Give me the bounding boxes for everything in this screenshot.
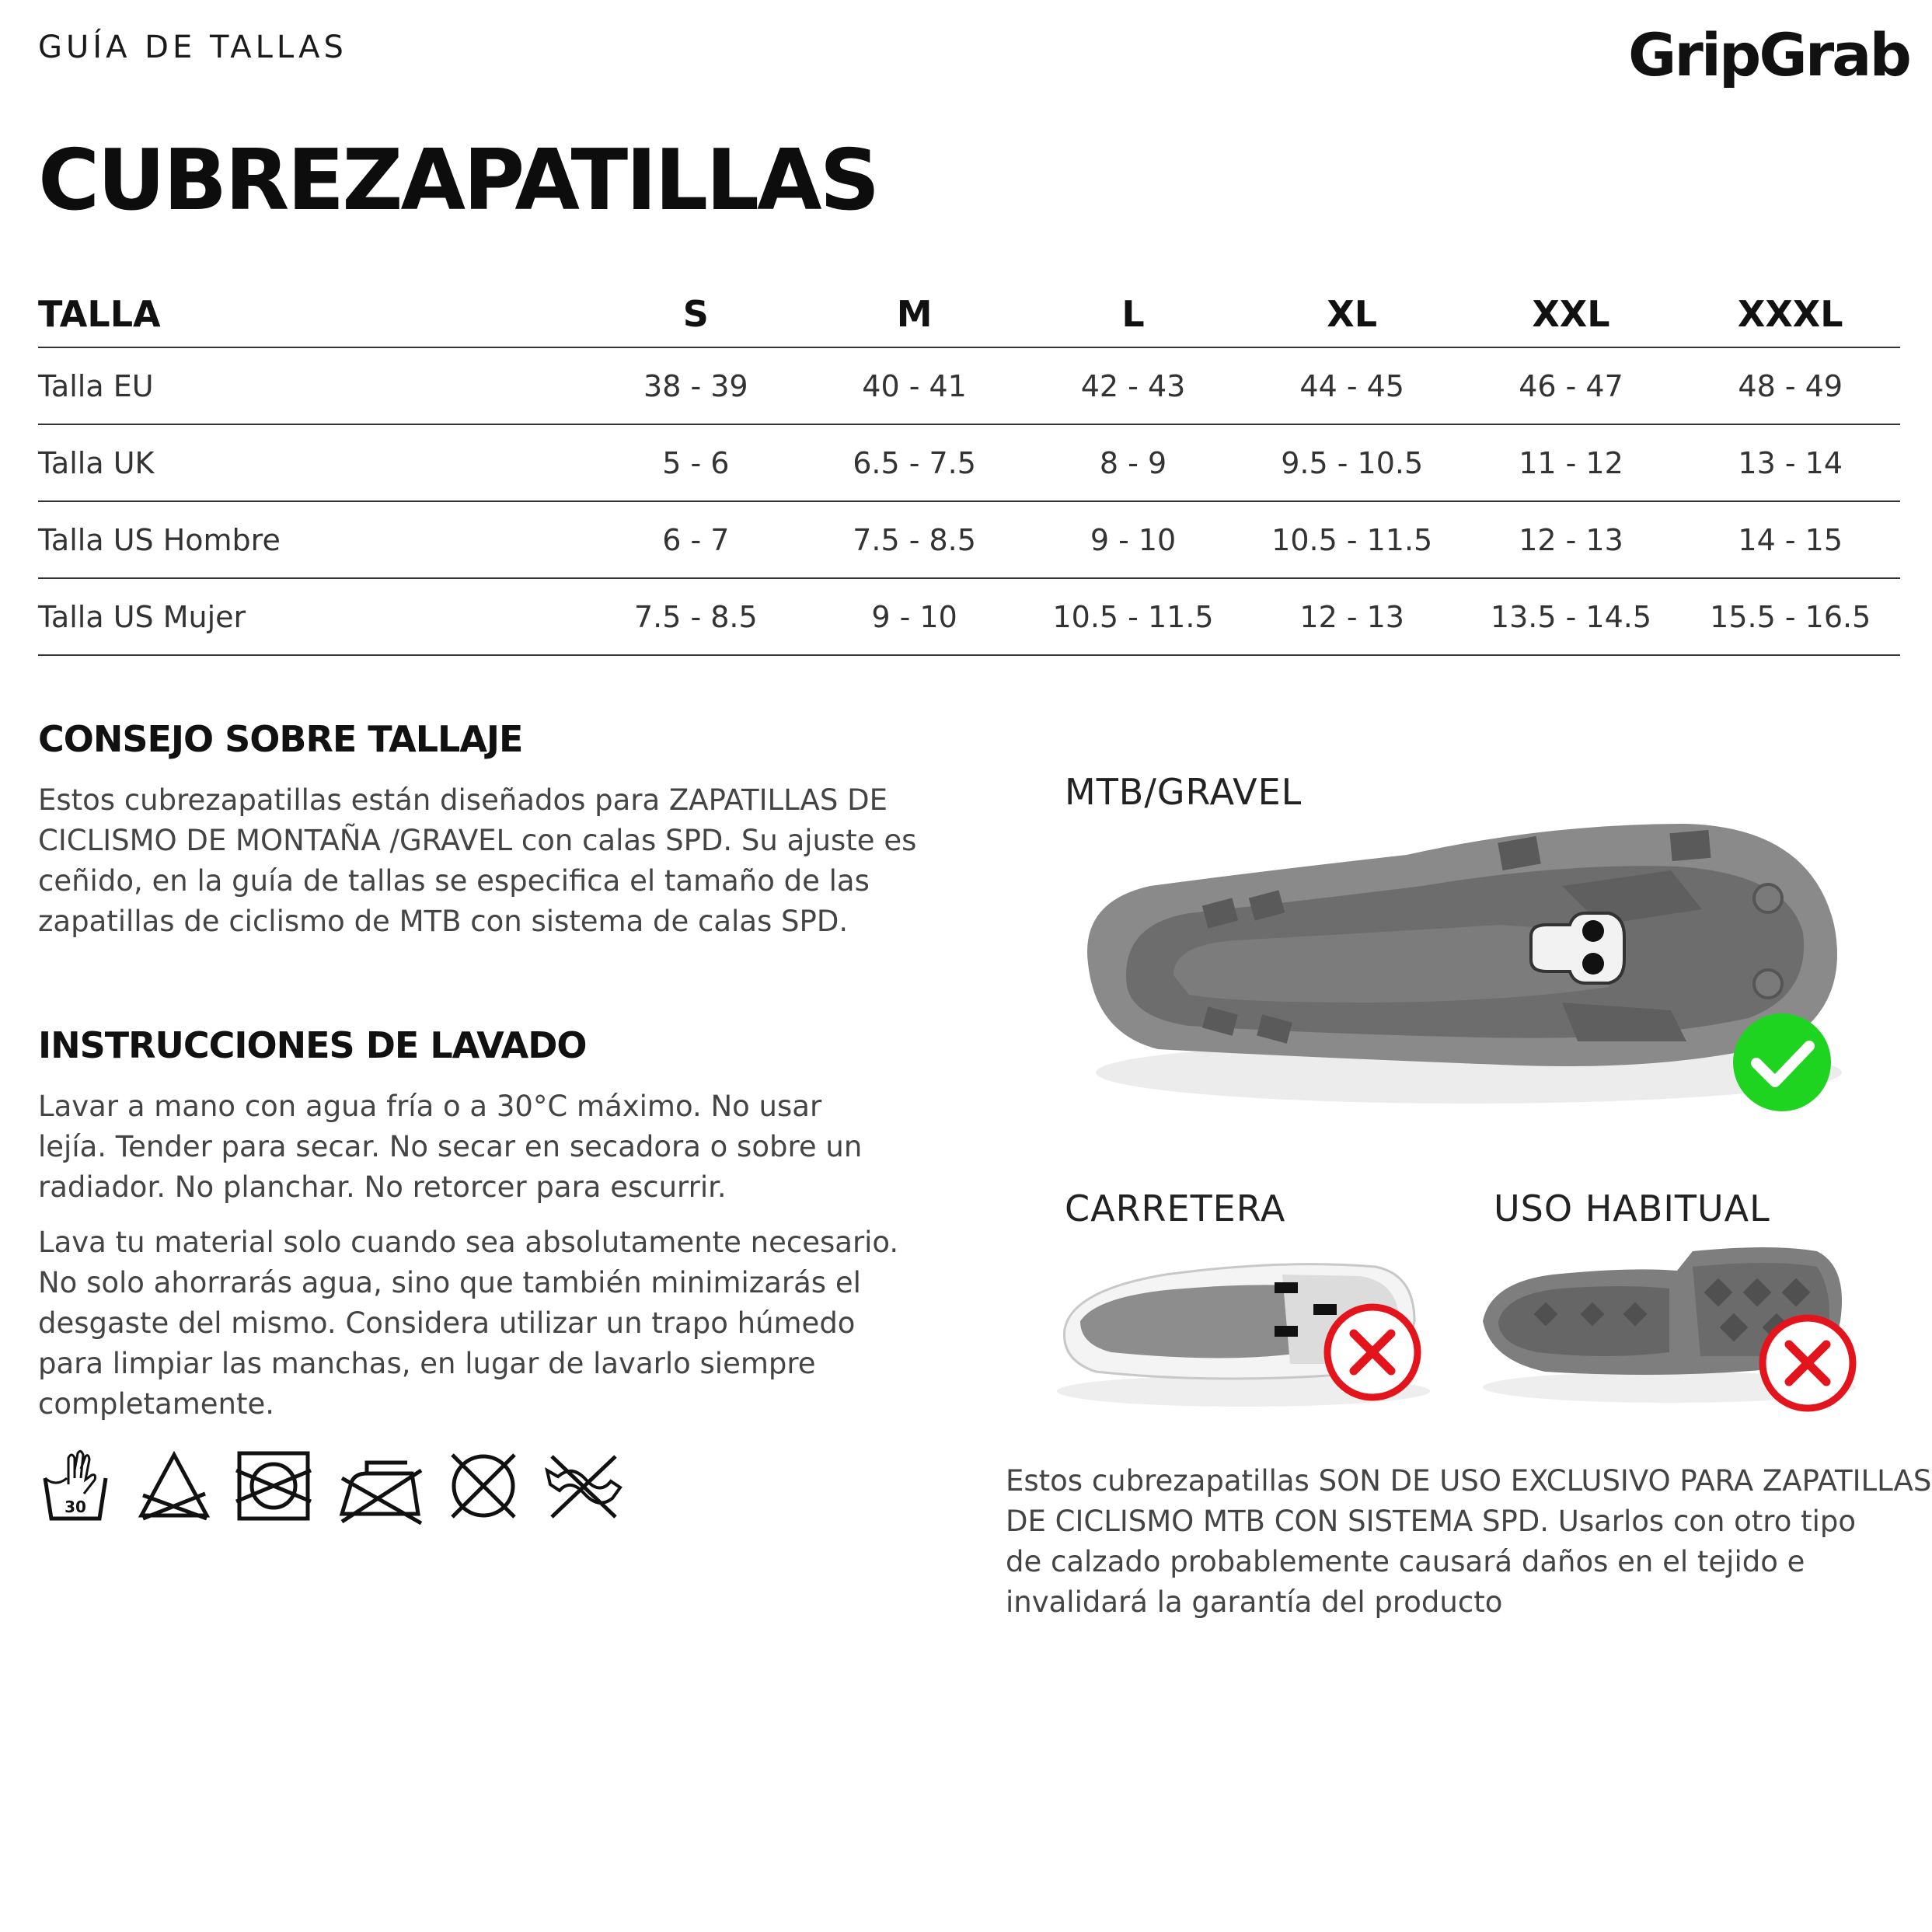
table-row: [38, 347, 1900, 424]
table-cell: 15.5 - 16.5: [1680, 578, 1900, 655]
table-cell: 10.5 - 11.5: [1243, 501, 1462, 578]
row-label: Talla US Mujer: [38, 578, 587, 655]
table-cell: 8 - 9: [1024, 424, 1243, 501]
size-header: XL: [1243, 281, 1462, 347]
size-header: XXL: [1462, 281, 1681, 347]
table-cell: 7.5 - 8.5: [587, 578, 805, 655]
washing-line: desgaste del mismo. Considera utilizar un trapo húmedo: [38, 1306, 856, 1340]
table-cell: 11 - 12: [1462, 424, 1681, 501]
size-header: XXXL: [1680, 281, 1900, 347]
size-header: L: [1024, 281, 1243, 347]
road-cross-icon: [1323, 1303, 1422, 1405]
no-tumble-dry-icon: [235, 1447, 305, 1525]
row-label: Talla US Hombre: [38, 501, 587, 578]
no-bleach-icon: [135, 1447, 205, 1525]
brand-logo: GripGrab: [1628, 20, 1909, 89]
wash-temp-label: 30: [65, 1498, 86, 1516]
notice-line: de calzado probablemente causará daños en el tejido e: [1006, 1545, 1805, 1578]
notice-line: invalidará la garantía del producto: [1006, 1585, 1503, 1619]
size-table: [38, 281, 1900, 656]
table-cell: 38 - 39: [587, 347, 805, 424]
table-cell: 9 - 10: [1024, 501, 1243, 578]
table-row: [38, 578, 1900, 655]
road-label: CARRETERA: [1065, 1187, 1286, 1229]
row-label: Talla EU: [38, 347, 587, 424]
washing-heading: INSTRUCCIONES DE LAVADO: [38, 1024, 587, 1066]
table-cell: 48 - 49: [1680, 347, 1900, 424]
washing-line: lejía. Tender para secar. No secar en secadora o sobre un: [38, 1130, 863, 1163]
advice-text: [38, 780, 916, 942]
no-wring-icon: [541, 1447, 626, 1525]
table-cell: 10.5 - 11.5: [1024, 578, 1243, 655]
table-cell: 13.5 - 14.5: [1462, 578, 1681, 655]
table-cell: 44 - 45: [1243, 347, 1462, 424]
table-cell: 46 - 47: [1462, 347, 1681, 424]
notice-line: DE CICLISMO MTB CON SISTEMA SPD. Usarlos con otro tipo: [1006, 1505, 1857, 1538]
check-icon: [1731, 1012, 1833, 1116]
table-cell: 7.5 - 8.5: [805, 501, 1024, 578]
washing-line: para limpiar las manchas, en lugar de lavarlo siempre: [38, 1347, 816, 1380]
washing-text-2: [38, 1222, 898, 1425]
page-title: CUBREZAPATILLAS: [38, 132, 878, 229]
washing-line: No solo ahorrarás agua, sino que también minimizarás el: [38, 1266, 861, 1299]
table-cell: 9 - 10: [805, 578, 1024, 655]
notice-line: Estos cubrezapatillas SON DE USO EXCLUSIVO PARA ZAPATILLAS: [1006, 1464, 1932, 1498]
usage-notice: [1006, 1461, 1931, 1623]
advice-line: CICLISMO DE MONTAÑA /GRAVEL con calas SPD. Su ajuste es: [38, 824, 917, 857]
washing-text-1: [38, 1086, 862, 1208]
washing-line: Lava tu material solo cuando sea absolutamente necesario.: [38, 1226, 899, 1259]
table-cell: 12 - 13: [1462, 501, 1681, 578]
casual-label: USO HABITUAL: [1494, 1187, 1770, 1229]
hand-wash-icon: [40, 1447, 110, 1525]
washing-line: Lavar a mano con agua fría o a 30°C máximo. No usar: [38, 1090, 822, 1123]
no-dry-clean-icon: [445, 1447, 514, 1525]
table-cell: 12 - 13: [1243, 578, 1462, 655]
advice-line: ceñido, en la guía de tallas se especifica el tamaño de las: [38, 864, 870, 898]
advice-heading: CONSEJO SOBRE TALLAJE: [38, 718, 523, 760]
row-label: Talla UK: [38, 424, 587, 501]
table-row: [38, 501, 1900, 578]
advice-line: zapatillas de ciclismo de MTB con sistema de calas SPD.: [38, 905, 849, 938]
casual-cross-icon: [1758, 1313, 1857, 1416]
mtb-label: MTB/GRAVEL: [1065, 771, 1303, 813]
table-row: [38, 424, 1900, 501]
table-cell: 40 - 41: [805, 347, 1024, 424]
header-label: TALLA: [38, 281, 587, 347]
table-cell: 6 - 7: [587, 501, 805, 578]
no-iron-icon: [336, 1447, 426, 1525]
size-header: M: [805, 281, 1024, 347]
table-cell: 5 - 6: [587, 424, 805, 501]
washing-line: radiador. No planchar. No retorcer para escurrir.: [38, 1170, 727, 1204]
advice-line: Estos cubrezapatillas están diseñados para ZAPATILLAS DE: [38, 783, 888, 817]
size-header: S: [587, 281, 805, 347]
guide-eyebrow: GUÍA DE TALLAS: [38, 30, 347, 65]
table-cell: 14 - 15: [1680, 501, 1900, 578]
table-cell: 6.5 - 7.5: [805, 424, 1024, 501]
table-cell: 42 - 43: [1024, 347, 1243, 424]
table-header-row: [38, 281, 1900, 347]
table-cell: 13 - 14: [1680, 424, 1900, 501]
washing-line: completamente.: [38, 1387, 275, 1421]
table-cell: 9.5 - 10.5: [1243, 424, 1462, 501]
